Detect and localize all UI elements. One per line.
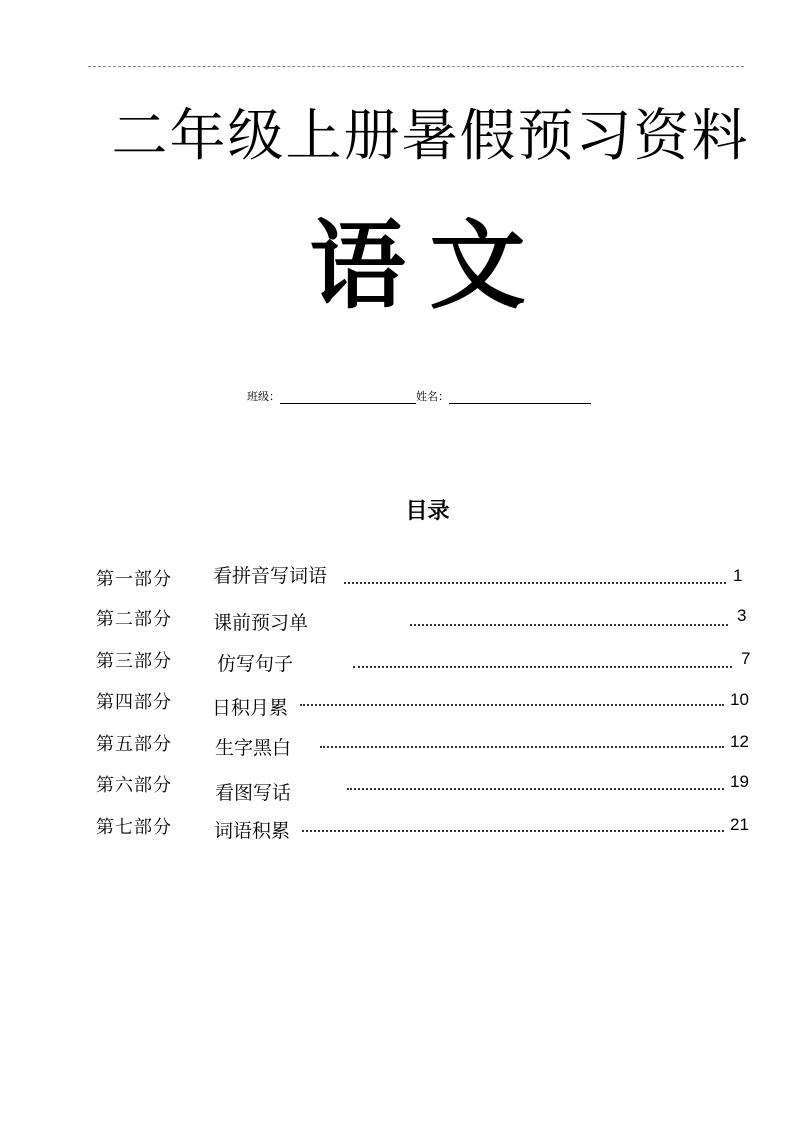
toc-part-label: 第二部分 [96,609,172,630]
name-blank-field[interactable] [449,391,591,404]
toc-leader-dots [300,704,724,706]
toc-section-name: 仿写句子 [217,653,294,675]
toc-entry[interactable] [96,771,756,804]
toc-page-number: 3 [737,606,747,625]
toc-page-number: 7 [741,649,751,668]
toc-page-number: 12 [730,732,749,751]
toc-section-name: 课前预习单 [213,612,309,634]
toc-entry[interactable] [96,605,756,635]
toc-leader-dots [347,788,724,790]
toc-part-label: 第一部分 [96,569,172,590]
header-divider [88,66,744,67]
toc-page-number: 19 [730,772,749,791]
toc-part-label: 第五部分 [96,734,172,755]
toc-page-number: 10 [730,690,749,709]
toc-entry[interactable] [96,813,756,843]
main-title: 二年级上册暑假预习资料 [111,104,750,169]
toc-leader-dots [302,830,724,832]
toc-page-number: 1 [733,566,743,585]
toc-section-name: 生字黑白 [215,737,292,759]
toc-part-label: 第七部分 [96,817,172,838]
toc-section-name: 看图写话 [215,782,292,804]
toc-leader-dots [410,624,728,626]
toc-part-label: 第三部分 [96,651,172,672]
toc-leader-dots [344,582,726,584]
toc-part-label: 第六部分 [96,775,172,796]
toc-page-number: 21 [730,815,749,834]
toc-leader-dots [353,666,732,668]
student-info-row [247,388,591,404]
toc-section-name: 日积月累 [212,697,289,719]
class-blank-field[interactable] [280,391,416,404]
subject-title: 语文 [309,209,550,322]
toc-entry[interactable] [96,688,756,718]
toc-entry[interactable] [96,647,756,677]
toc-title: 目录 [405,499,450,524]
toc-entry[interactable] [96,563,756,593]
name-label: 姓名： [416,390,449,403]
toc-section-name: 词语积累 [214,820,291,842]
toc-leader-dots [320,746,724,748]
class-label: 班级： [247,390,280,403]
toc-part-label: 第四部分 [96,692,172,713]
toc-entry[interactable] [96,730,756,760]
toc-section-name: 看拼音写词语 [213,565,328,587]
